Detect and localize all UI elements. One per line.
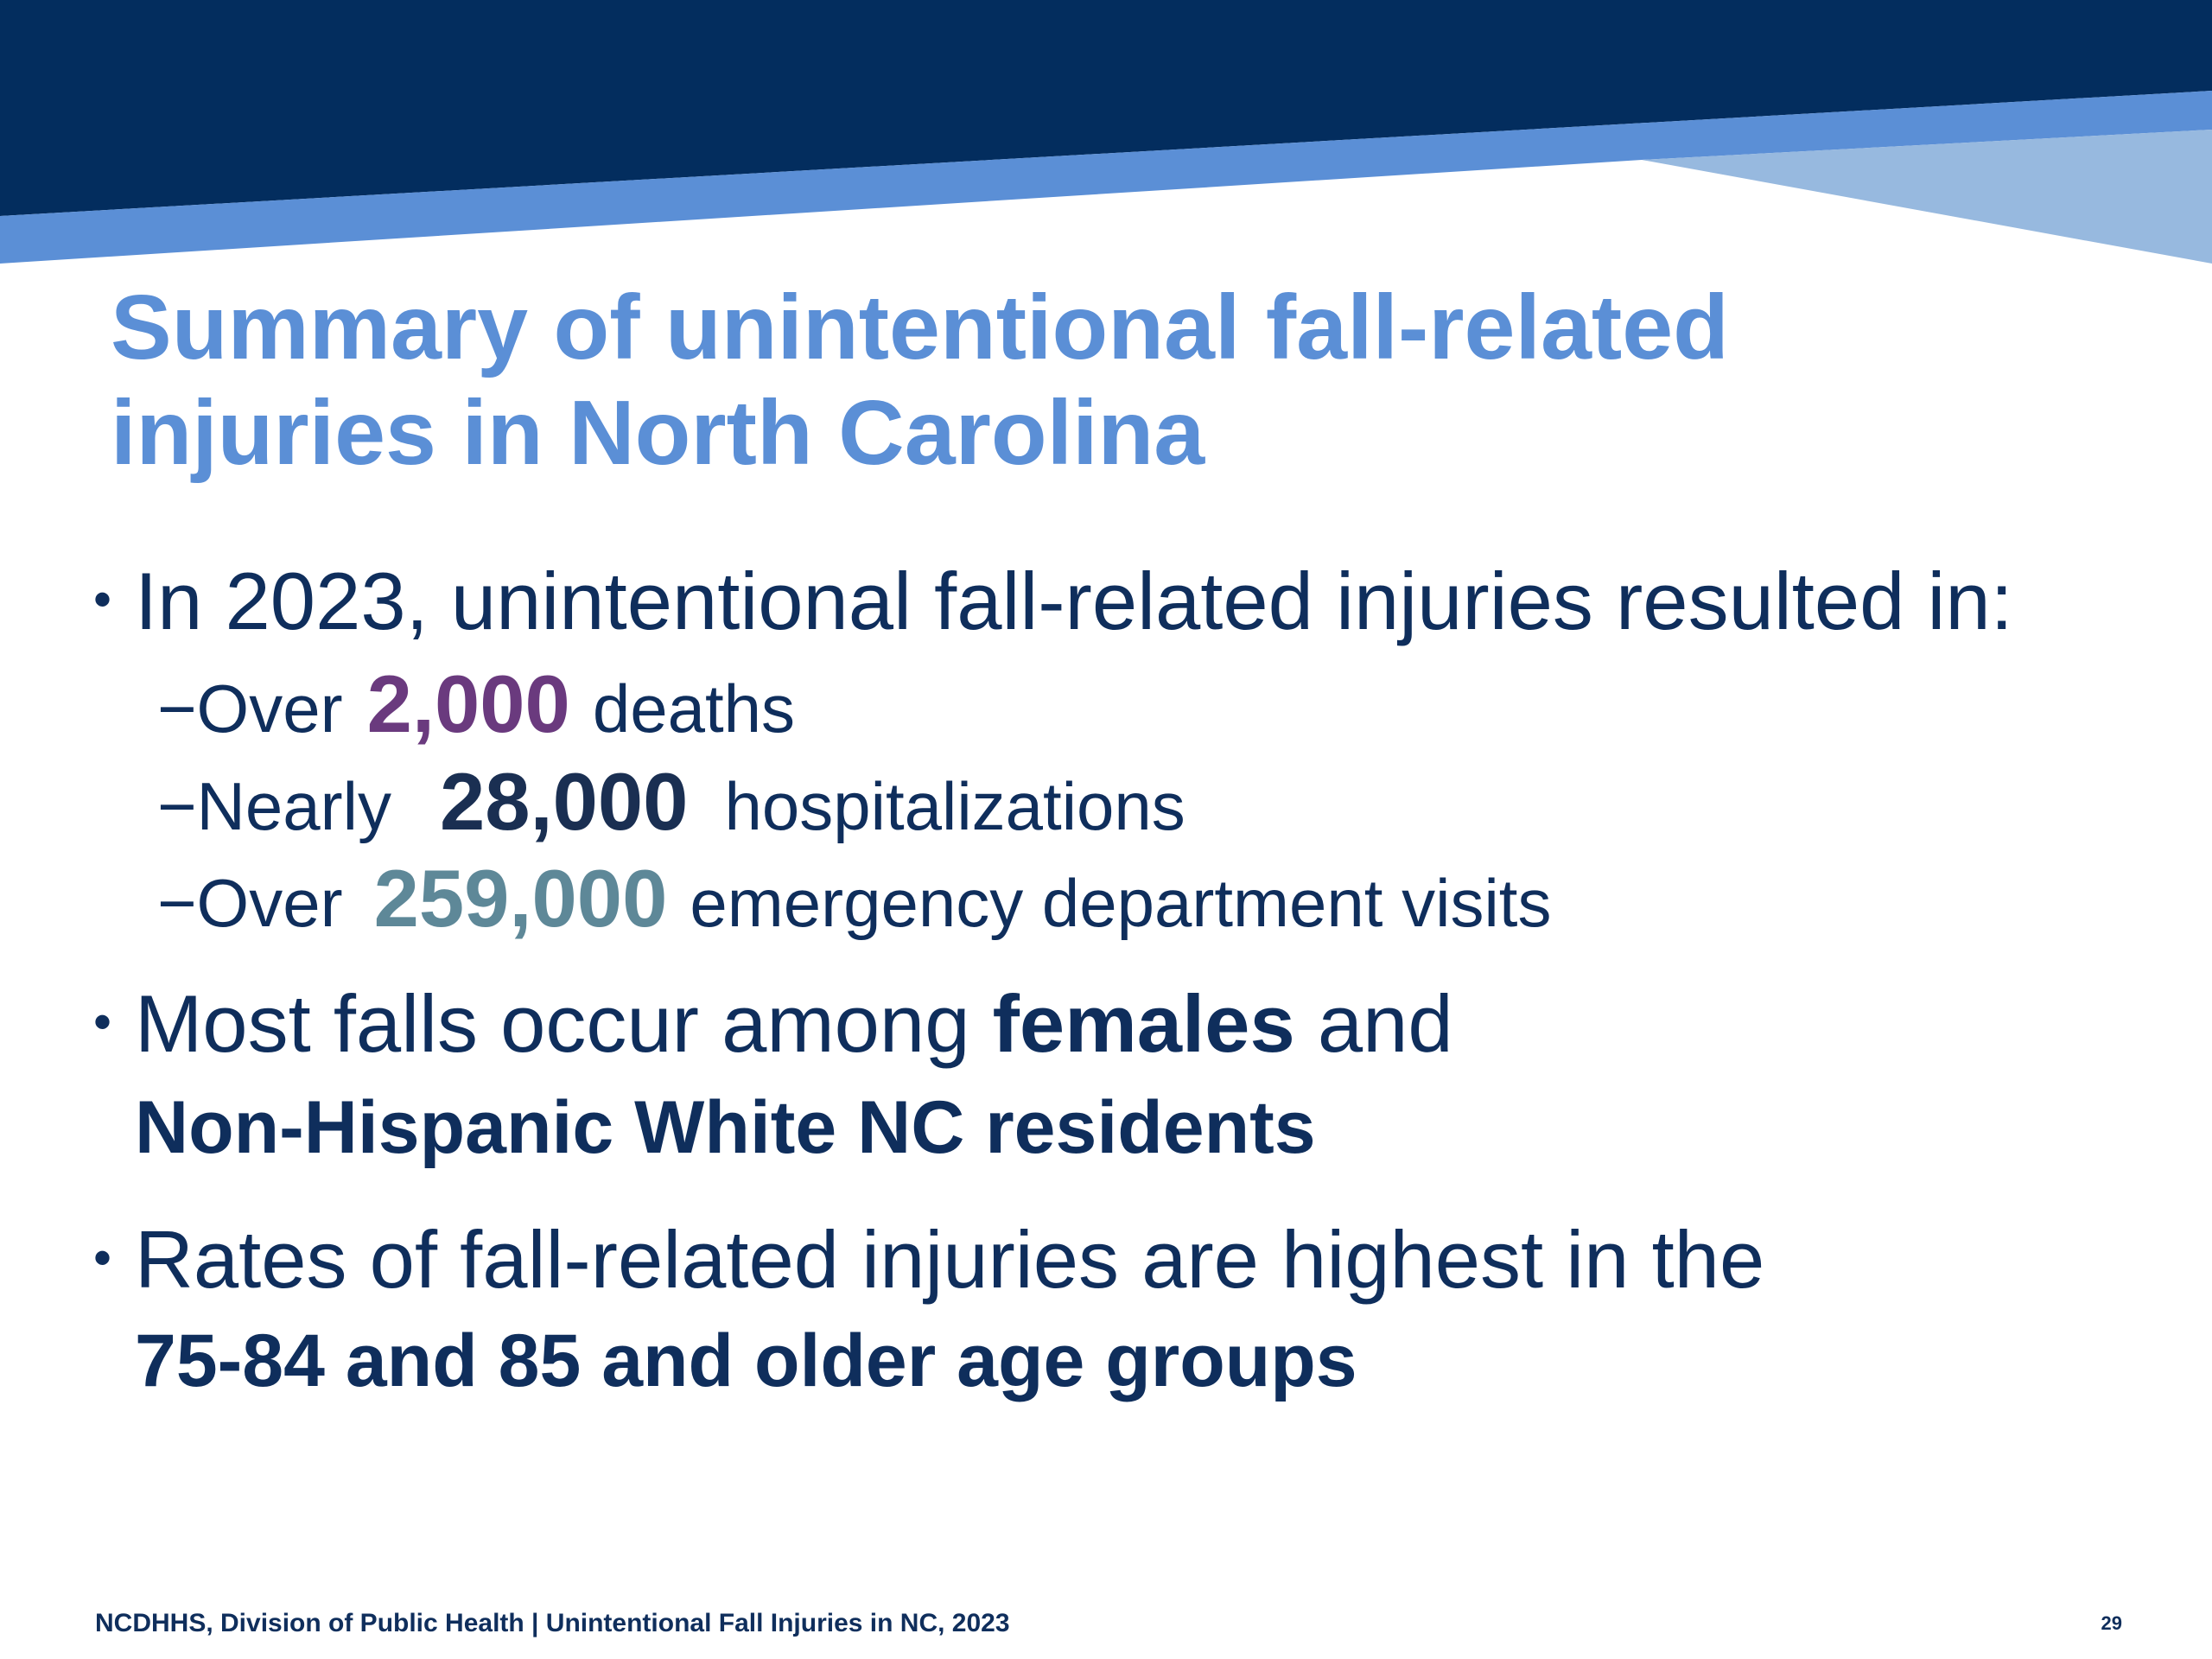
bullet-demographics — [93, 974, 1453, 1072]
footer-source: NCDHHS, Division of Public Health | Unintentional Fall Injuries in NC, 2023 — [95, 1609, 1010, 1637]
bullet-age-groups — [93, 1210, 1764, 1308]
sub-item-prefix: −Over — [157, 671, 343, 747]
bullet-icon: • — [93, 1229, 112, 1287]
bullet-text: In 2023, unintentional fall-related injuries resulted in: — [135, 556, 2013, 646]
sub-item-hospitalizations — [157, 756, 1185, 849]
bullet-emphasis-females: females — [992, 978, 1295, 1069]
header-banner — [0, 0, 2212, 276]
sub-item-prefix: −Over — [157, 865, 343, 941]
bullet-demographics-line-2: Non-Hispanic White NC residents — [135, 1086, 1316, 1169]
ed-visits-count: 259,000 — [373, 853, 668, 944]
page-number: 29 — [2101, 1612, 2122, 1634]
sub-item-suffix: deaths — [592, 671, 796, 747]
bullet-2023-summary — [93, 551, 2013, 650]
bullet-icon: • — [93, 993, 112, 1051]
sub-item-suffix: hospitalizations — [724, 768, 1185, 844]
bullet-text: Most falls occur among — [135, 978, 970, 1069]
slide-title-line-1: Summary of unintentional fall-related — [111, 276, 1729, 378]
sub-item-ed-visits — [157, 855, 1551, 946]
bullet-text-and: and — [1317, 978, 1453, 1069]
slide-title — [111, 275, 2098, 486]
bullet-icon: • — [93, 570, 112, 628]
sub-item-suffix: emergency department visits — [690, 865, 1552, 941]
sub-item-prefix: −Nearly — [157, 768, 391, 844]
hospitalizations-count: 28,000 — [439, 756, 689, 847]
bullet-text: Rates of fall-related injuries are highest in the — [135, 1214, 1765, 1305]
bullet-age-groups-line-2: 75-84 and 85 and older age groups — [135, 1319, 1357, 1402]
sub-item-deaths — [157, 658, 796, 752]
slide-title-line-2: injuries in North Carolina — [111, 382, 1205, 484]
deaths-count: 2,000 — [366, 658, 570, 749]
